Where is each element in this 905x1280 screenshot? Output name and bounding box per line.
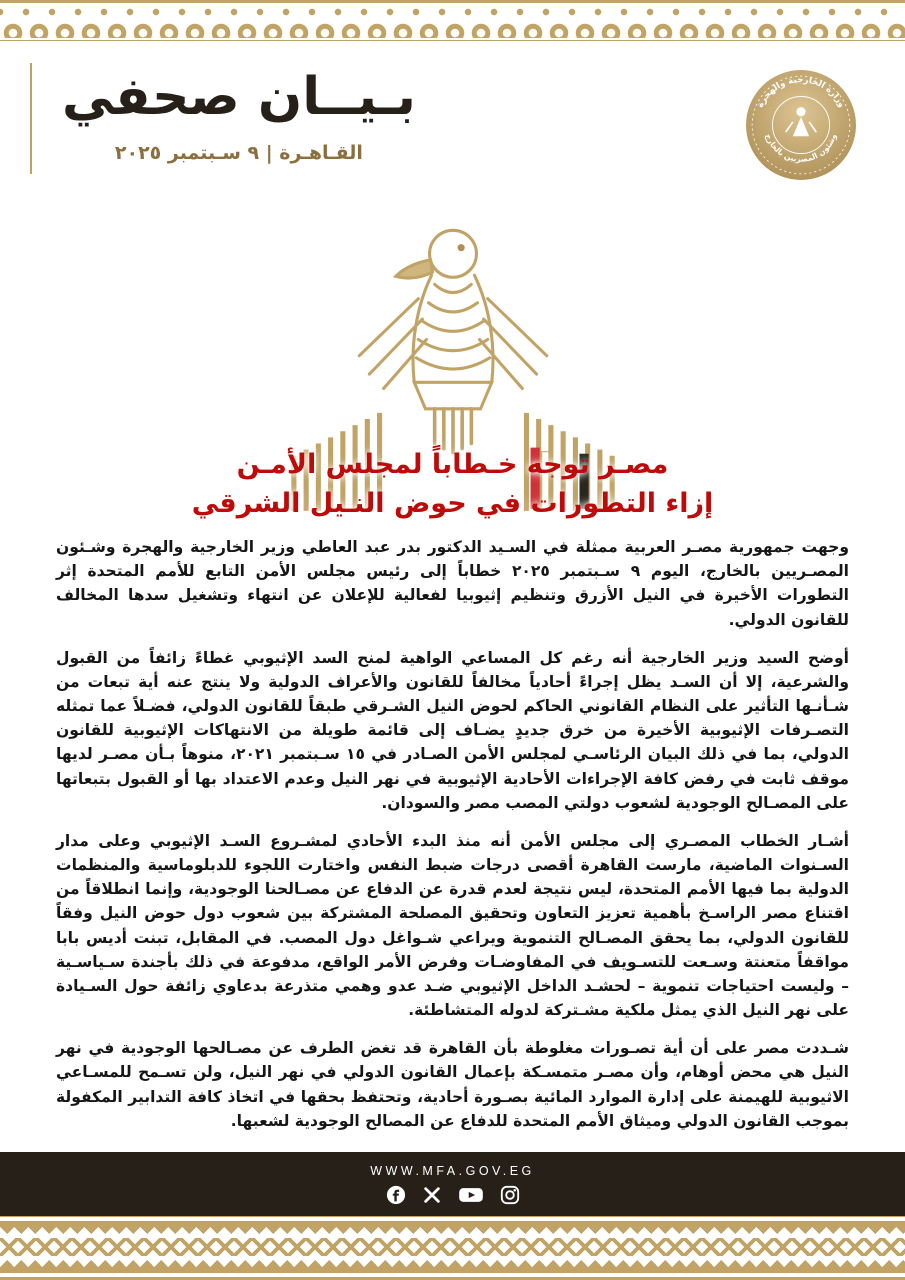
headline-line2: إزاء التطورات في حوض النـيل الشرقي [191,487,714,519]
press-body [0,525,905,1152]
paragraph-3: أشـار الخطاب المصـري إلى مجلس الأمن أنه منذ البدء الأحادي لمشـروع السـد الإثيوبي وعلى مدار السـنوات الماضية، مارست القاهرة أقصى درجات ضبط النفس واختارت اللجوء للدبلوماسية والمنظمات الدولية بما فيها الأمم المتحدة، ليس نتيجة لعدم قدرة عن الدفاع عن مصـالحنا الوجودية، وإنما انطلاقاً من اقتناع مصر الراسـخ بأهمية تعزيز التعاون وتحقيق المصلحة المشتركة بين شعوب دول حوض النيل وفقاً للقانون الدولي، بما يحقق المصـالح التنموية ويراعي شـواغل دول المصب. في المقابل، تبنت أديس بابا مواقفاً متعنتة وسـعت للتسـويف في المفاوضـات وفرض الأمر الواقع، مدفوعة في ذلك بأجندة سـياسـية – وليست احتياجات تنموية – لحشـد الداخل الإثيوبي ضـد عدو وهمي متذرعة بدعاوي زائفة حول السـيادة على نهر النيل الذي يمثل ملكية مشـتركة لدوله المتشاطئة. [56,831,849,1020]
bottom-ornament-triangles-top [0,1221,905,1234]
header [0,41,905,213]
headline [0,445,905,523]
footer-bar [0,1152,905,1216]
date-line: القـاهـرة | ٩ سـبتمبر ٢٠٢٥ [114,142,363,165]
paragraph-1: وجهت جمهورية مصـر العربية ممثلة في السـيد الدكتور بدر عبد العاطي وزير الخارجية والهجرة وشـئون المصـريين بالخارج، اليوم ٩ سـبتمبر ٢٠٢٥ خطاباً إلى رئيس مجلس الأمن التابع للأمم المتحدة إثر التطورات الأخيرة في النيل الأزرق وتنظيم إثيوبيا لفعالية للإعلان عن انتهاء وتشغيل سدها المخالف للقانون الدولي. [56,538,849,629]
emblem-section [0,213,905,525]
youtube-icon[interactable] [458,1185,484,1205]
bottom-ornament-lattice [0,1238,905,1256]
x-icon[interactable] [422,1185,442,1205]
paragraph-2: أوضح السيد وزير الخارجية أنه رغم كل المساعي الواهية لمنح السد الإثيوبي غطاءً زائفاً من القبول والشرعية، إلا أن السـد يظل إجراءً أحادياً مخالفاً للقانون والأعراف الدولية ولا ينتج عنه أية تبعات من شـأنـها التأثير على النظام القانوني الحاكم لحوض النيل الشـرقي طبقاً للقانون الدولي، فضـلاً عما تمثله التصـرفات الإثيوبية الأخيرة من خرق جديدٍ يضـاف إلى قائمة طويلة من الانتهاكات الإثيوبية للقانون الدولي، بما في ذلك البيان الرئاسـي لمجلس الأمن الصـادر في ١٥ سـبتمبر ٢٠٢١، منوهاً بـأن مصـر لديها موقف ثابت في رفض كافة الإجراءات الأحادية الإثيوبية في نهر النيل وعدم الاعتداد بها أو القبول بتبعاتها على المصـالح الوجودية لشعوب دولتي المصب مصر والسودان. [56,648,849,812]
press-statement-title: بـيــان صحفي [62,67,416,127]
website-url[interactable]: WWW.MFA.GOV.EG [370,1163,535,1178]
top-ornament-motif [0,6,905,38]
seal-ring-text-top: وزارة الخارجية والهجرة [755,75,847,110]
ministry-seal [745,69,857,181]
bottom-ornament-border [0,1216,905,1280]
facebook-icon[interactable] [386,1185,406,1205]
social-icons-row [386,1185,520,1205]
top-ornament-border [0,0,905,41]
paragraph-4: شـددت مصر على أن أية تصـورات مغلوطة بأن القاهرة قد تغض الطرف عن مصـالحها الوجودية في نهر النيل هي محض أوهام، وأن مصـر متمسـكة بإعمال القانون الدولي في نهر النيل، ولن تسـمح للمسـاعي الاثيوبية للهيمنة على إدارة الموارد المائية بصـورة أحادية، وتحتفظ بحقها في اتخاذ كافة التدابير المكفولة بموجب القانون الدولي وميثاق الأمم المتحدة للدفاع عن المصالح الوجودية لشعبها. [56,1039,849,1130]
title-block [30,63,416,174]
seal-ring-text-bottom: وشئون المصريين بالخارج [763,132,839,164]
headline-line1: مصـر توجه خـطاباً لمجلس الأمـن [236,448,669,480]
instagram-icon[interactable] [500,1185,520,1205]
bottom-ornament-triangles-bottom [0,1260,905,1273]
